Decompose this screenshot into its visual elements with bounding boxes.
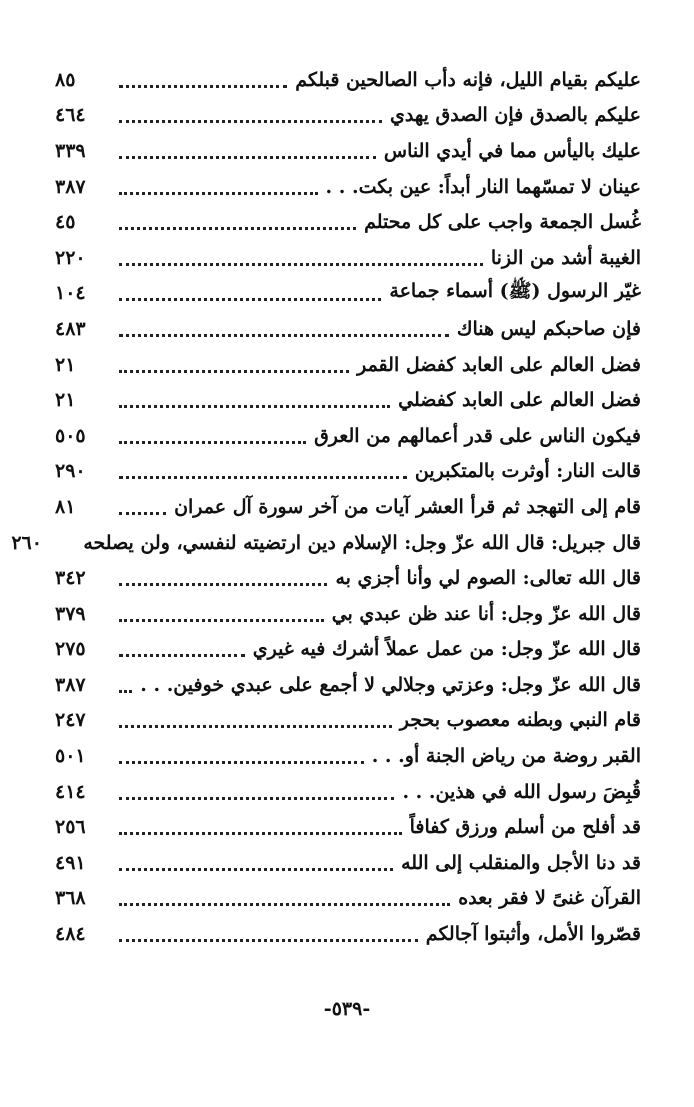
entry-page-number: ١٠٤ [55, 282, 86, 305]
index-entry [55, 204, 641, 240]
entry-text: القرآن غنىً لا فقر بعده [458, 887, 641, 910]
leader-dots [119, 475, 407, 479]
leader-dots [119, 119, 382, 123]
index-entry [55, 845, 641, 881]
leader-dots [119, 511, 166, 515]
index-entry [55, 276, 641, 312]
entry-text: الغيبة أشد من الزنا [490, 246, 641, 269]
leader-dots [119, 618, 324, 622]
entry-page-number: ٥٠١ [55, 745, 86, 768]
index-entry [55, 809, 641, 845]
leader-dots [119, 404, 390, 408]
leader-dots [119, 440, 306, 444]
entry-page-number: ٤٦٤ [55, 104, 86, 127]
leader-dots [119, 760, 364, 764]
entry-text: عليك باليأس مما في أيدي الناس [383, 139, 641, 162]
leader-dots [119, 902, 450, 906]
entry-page-number: ٣٨٧ [55, 175, 86, 198]
leader-dots [119, 84, 287, 88]
index-entry [55, 489, 641, 525]
index-entry [11, 525, 641, 561]
index-entry [55, 311, 641, 347]
entry-text: فضل العالم على العابد كفضلي [398, 389, 641, 412]
entry-page-number: ٢٤٧ [55, 709, 86, 732]
index-entry [55, 774, 641, 810]
entry-text: عينان لا تمسّهما النار أبداً: عين بكت. . . [325, 175, 641, 198]
entry-page-number: ٤٩١ [55, 851, 86, 874]
entry-text: عليكم بقيام الليل، فإنه دأب الصالحين قبلكم [295, 68, 641, 91]
entry-text: قُبِضَ رسول الله في هذين. . . [402, 780, 641, 803]
entry-page-number: ٢١ [55, 389, 76, 412]
entry-text: قالت النار: أوثرت بالمتكبرين [414, 460, 641, 483]
entry-page-number: ٨١ [55, 495, 76, 518]
entry-page-number: ٤٨٣ [55, 317, 86, 340]
entry-page-number: ٢١ [55, 353, 76, 376]
entry-text: فإن صاحبكم ليس هناك [456, 317, 641, 340]
index-entry [55, 632, 641, 668]
leader-dots [119, 226, 356, 230]
entry-text: قام إلى التهجد ثم قرأ العشر آيات من آخر سورة آل عمران [174, 495, 641, 518]
entry-page-number: ٢٩٠ [55, 460, 86, 483]
index-entry [55, 667, 641, 703]
entry-text: القبر روضة من رياض الجنة أو. . . [371, 745, 641, 768]
entry-text: فضل العالم على العابد كفضل القمر [357, 353, 641, 376]
entry-text: قال جبريل: قال الله عزّ وجل: الإسلام دين ارتضيته لنفسي، ولن يصلحه [83, 531, 641, 554]
entry-page-number: ٢٦٠ [11, 531, 42, 554]
page-number: -٥٣٩- [323, 998, 371, 1020]
leader-dots [119, 191, 318, 195]
entry-text: فيكون الناس على قدر أعمالهم من العرق [314, 424, 641, 447]
index-entry [55, 560, 641, 596]
entry-page-number: ٣٧٩ [55, 602, 86, 625]
entry-page-number: ٣٣٩ [55, 139, 86, 162]
entry-text: قال الله عزّ وجل: وعزتي وجلالي لا أجمع على عبدي خوفين. . . [140, 673, 641, 696]
index-entry [55, 454, 641, 490]
entry-page-number: ٣٤٢ [55, 567, 86, 590]
entry-text: قصّروا الأمل، وأثبتوا آجالكم [425, 923, 641, 946]
entry-page-number: ٤٥ [55, 211, 76, 234]
index-entry [55, 738, 641, 774]
leader-dots [119, 938, 418, 942]
entry-page-number: ٤١٤ [55, 780, 86, 803]
leader-dots [119, 333, 449, 337]
entry-page-number: ٢٧٥ [55, 638, 86, 661]
entry-text: قال الله تعالى: الصوم لي وأنا أجزي به [335, 567, 641, 590]
index-entry [55, 240, 641, 276]
leader-dots [119, 796, 394, 800]
index-entry [55, 596, 641, 632]
entry-page-number: ٣٦٨ [55, 887, 86, 910]
leader-dots [119, 831, 402, 835]
leader-dots [119, 653, 245, 657]
index-entry [55, 98, 641, 134]
entry-text: قام النبي وبطنه معصوب بحجر [399, 709, 641, 732]
index-entry [55, 169, 641, 205]
leader-dots [119, 689, 132, 693]
leader-dots [119, 582, 327, 586]
entry-page-number: ٣٨٧ [55, 673, 86, 696]
entry-page-number: ٢٥٦ [55, 816, 86, 839]
entry-text: قد أفلح من أسلم ورزق كفافاً [409, 816, 641, 839]
entry-text: قال الله عزّ وجل: أنا عند ظن عبدي بي [331, 602, 641, 625]
index-entry [55, 62, 641, 98]
leader-dots [119, 867, 393, 871]
leader-dots [119, 155, 376, 159]
entry-page-number: ٢٢٠ [55, 246, 86, 269]
entry-text: قال الله عزّ وجل: من عمل عملاً أشرك فيه غيري [252, 638, 641, 661]
index-entry [55, 703, 641, 739]
leader-dots [119, 724, 392, 728]
entry-text: عليكم بالصدق فإن الصدق يهدي [390, 104, 641, 127]
entry-text: قد دنا الأجل والمنقلب إلى الله [401, 851, 641, 874]
entry-page-number: ٤٨٤ [55, 923, 86, 946]
leader-dots [119, 369, 349, 373]
index-entry [55, 916, 641, 952]
index-entry [55, 881, 641, 917]
index-entry [55, 418, 641, 454]
entry-text: غيّر الرسول (ﷺ) أسماء جماعة [389, 280, 641, 303]
index-entry [55, 382, 641, 418]
leader-dots [119, 262, 483, 266]
entry-page-number: ٨٥ [55, 68, 76, 91]
entry-page-number: ٥٠٥ [55, 424, 86, 447]
leader-dots [119, 297, 381, 301]
index-entry [55, 347, 641, 383]
index-entry [55, 133, 641, 169]
index-list [11, 62, 641, 952]
entry-text: غُسل الجمعة واجب على كل محتلم [364, 211, 641, 234]
